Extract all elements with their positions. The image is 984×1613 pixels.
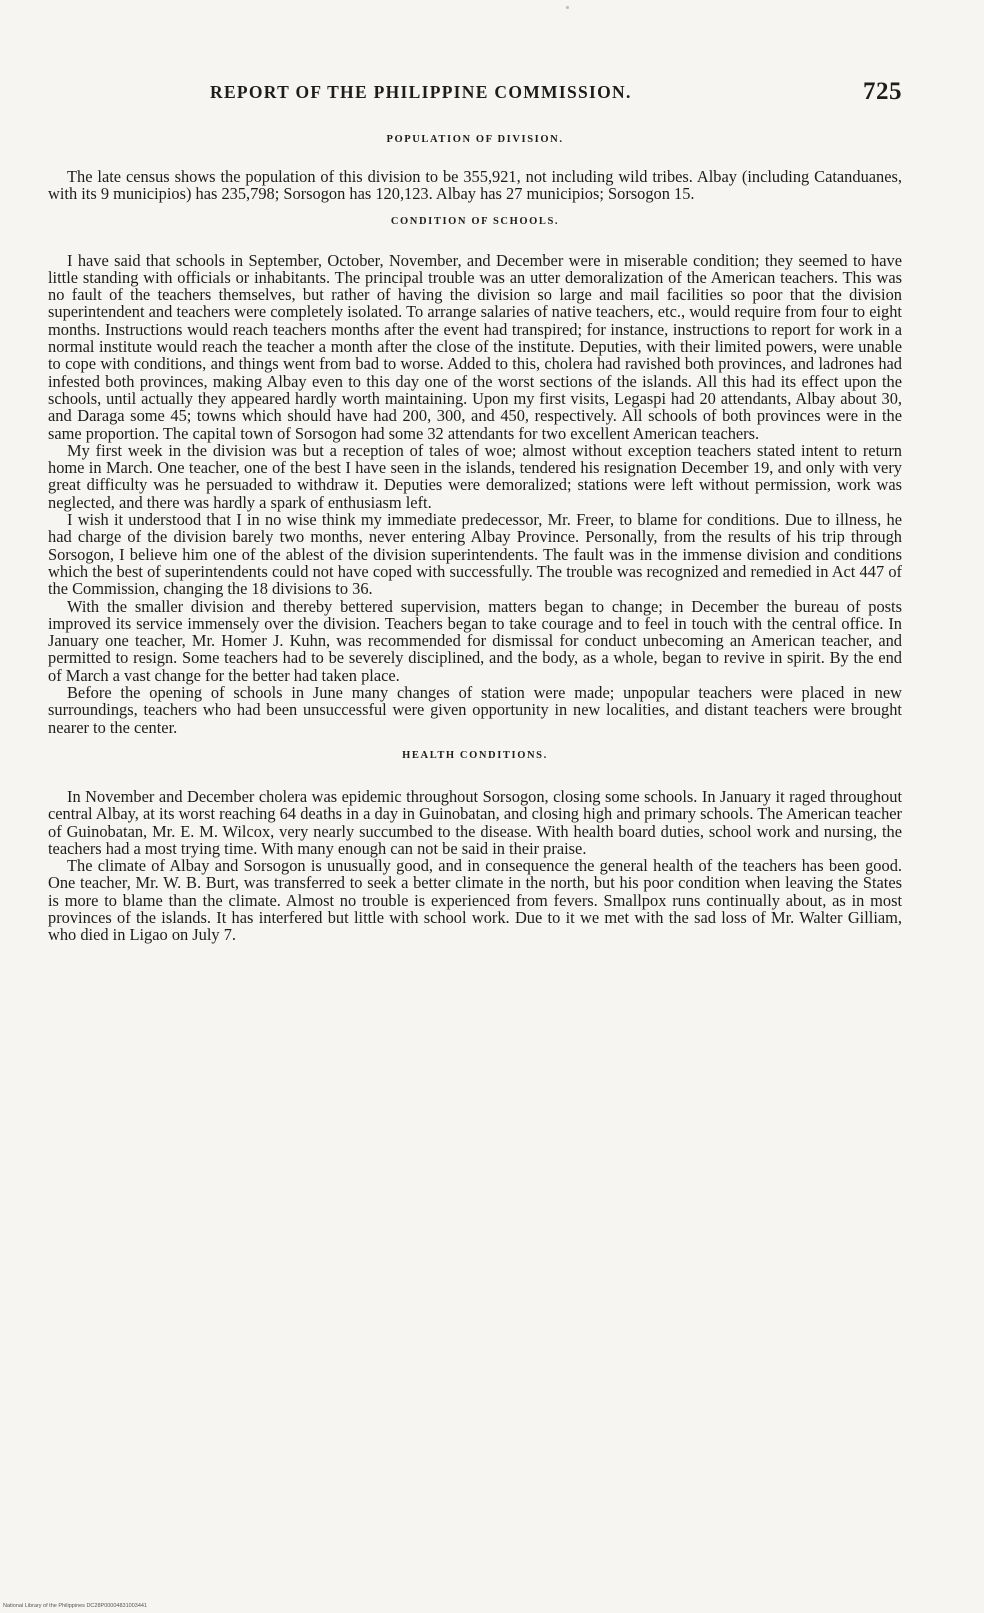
- section-heading-population: POPULATION OF DIVISION.: [386, 134, 564, 145]
- paragraph: In November and December cholera was epidemic throughout Sorsogon, closing some schools. In January it raged throughout central Albay, at its worst reaching 64 deaths in a day in Guinobatan, and closing high and primary schools. The American teacher of Guinobatan, Mr. E. M. Wilcox, very nearly succumbed to the disease. With health board duties, school work and nursing, the teachers had a most trying time. With many enough can not be said in their praise.: [48, 786, 902, 858]
- page-body: [48, 130, 902, 944]
- section-heading-schools: CONDITION OF SCHOOLS.: [390, 215, 560, 227]
- paragraph: Before the opening of schools in June many changes of station were made; unpopular teachers were placed in new surroundings, teachers who had been unsuccessful were given opportunity in new localities, and distant teachers were brought nearer to the center.: [48, 683, 902, 737]
- running-head: [48, 78, 902, 112]
- paragraph: With the smaller division and thereby bettered supervision, matters began to change; in December the bureau of posts improved its service immensely over the division. Teachers began to take courage and to feel in touch with the central office. In January one teacher, Mr. Homer J. Kuhn, was recommended for dismissal for conduct unbecoming an American teacher, and permitted to resign. Some teachers had to be severely disciplined, and the body, as a whole, began to revive in spirit. By the end of March a vast change for the better had taken place.: [48, 596, 902, 685]
- scan-speck: [566, 6, 569, 9]
- page-number: 725: [863, 78, 902, 105]
- section-heading-health: HEALTH CONDITIONS.: [402, 749, 548, 761]
- paragraph: The late census shows the population of this division to be 355,921, not including wild tribes. Albay (including Catanduanes, with its 9 municipios) has 235,798; Sorsogon has 120,123. Albay has 27 municipios; Sorsogon 15.: [48, 167, 902, 204]
- section-health: [48, 736, 902, 944]
- scan-credit: National Library of the Philippines DC28P00004831003441: [3, 1603, 148, 1609]
- paragraph: I wish it understood that I in no wise think my immediate predecessor, Mr. Freer, to blame for conditions. Due to illness, he had charge of the division barely two months, never entering Albay Province. Personally, from the results of his trip through Sorsogon, I believe him one of the ablest of the division superintendents. The fault was in the immense division and conditions which the best of superintendents could not have coped with successfully. The trouble was recognized and remedied in Act 447 of the Commission, changing the 18 divisions to 36.: [48, 510, 902, 599]
- running-title: REPORT OF THE PHILIPPINE COMMISSION.: [210, 82, 632, 102]
- section-population: [48, 130, 902, 203]
- paragraph: The climate of Albay and Sorsogon is unusually good, and in consequence the general health of the teachers has been good. One teacher, Mr. W. B. Burt, was transferred to seek a better climate in the north, but his poor condition when leaving the States is more to blame than the climate. Almost no trouble is experienced from fevers. Smallpox runs continually about, as in most provinces of the islands. It has interfered but little with school work. Due to it we met with the sad loss of Mr. Walter Gilliam, who died in Ligao on July 7.: [48, 856, 902, 945]
- section-schools: [48, 203, 902, 736]
- paragraph: I have said that schools in September, October, November, and December were in miserable condition; they seemed to have little standing with officials or inhabitants. The principal trouble was an utter demoralization of the American teachers. This was no fault of the teachers themselves, but rather of having the division so large and mail facilities so poor that the division superintendent and teachers were completely isolated. To arrange salaries of native teachers, etc., would require from four to eight months. Instructions would reach teachers months after the event had transpired; for instance, instructions to report for work in a normal institute would reach the teacher a month after the close of the institute. Deputies, with their limited powers, were unable to cope with conditions, and things went from bad to worse. Added to this, cholera had ravished both provinces, and ladrones had infested both provinces, making Albay even to this day one of the worst sections of the islands. All this had its effect upon the schools, until actually they appeared hardly worth maintaining. Upon my first visits, Legaspi had 20 attendants, Albay about 30, and Daraga some 45; towns which should have had 200, 300, and 450, respectively. All schools of both provinces were in the same proportion. The capital town of Sorsogon had some 32 attendants for two excellent American teachers.: [48, 250, 902, 443]
- paragraph: My first week in the division was but a reception of tales of woe; almost without exception teachers stated intent to return home in March. One teacher, one of the best I have seen in the islands, tendered his resignation December 19, and only with very great difficulty was he persuaded to withdraw it. Deputies were demoralized; stations were left without permission, work was neglected, and there was hardly a spark of enthusiasm left.: [48, 440, 902, 512]
